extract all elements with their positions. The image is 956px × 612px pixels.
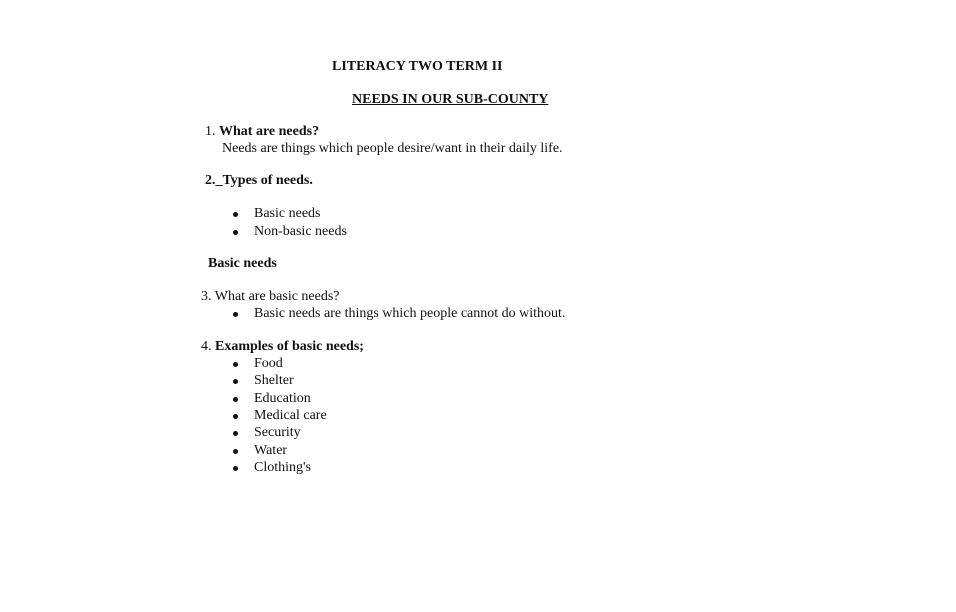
bullet-icon: [233, 379, 238, 384]
question-number: 1: [205, 124, 212, 139]
document-subtitle: NEEDS IN OUR SUB-COUNTY: [352, 92, 549, 107]
question-text: Types of needs.: [222, 173, 313, 188]
bullet-icon: [233, 397, 238, 402]
question-text: Examples of basic needs;: [215, 339, 364, 354]
list-item: Non-basic needs: [254, 224, 347, 239]
question-text: What are needs?: [219, 124, 320, 139]
bullet-icon: [233, 414, 238, 419]
list-item: Food: [254, 356, 283, 371]
list-item: Medical care: [254, 408, 327, 423]
list-item: Clothing's: [254, 460, 311, 475]
question-1: 1. What are needs?: [205, 124, 320, 139]
list-item: Basic needs: [254, 206, 321, 221]
question-number: 3.: [201, 289, 212, 304]
bullet-icon: [233, 230, 238, 235]
question-text: What are basic needs?: [214, 289, 340, 304]
bullet-icon: [233, 312, 238, 317]
section-heading: Basic needs: [208, 256, 277, 271]
question-2: [205, 173, 313, 189]
question-number: 4.: [201, 339, 212, 354]
list-item: Water: [254, 443, 288, 458]
list-item: Security: [254, 425, 301, 440]
question-3: [201, 289, 340, 305]
list-item: Education: [254, 391, 311, 406]
list-item: Basic needs are things which people cannot do without.: [254, 306, 566, 321]
bullet-icon: [233, 212, 238, 217]
answer-1: Needs are things which people desire/want in their daily life.: [222, 141, 563, 156]
question-4: [201, 339, 364, 355]
bullet-icon: [233, 449, 238, 454]
bullet-icon: [233, 431, 238, 436]
document-title: LITERACY TWO TERM II: [332, 59, 503, 74]
bullet-icon: [233, 466, 238, 471]
question-number: 2._: [205, 173, 223, 188]
list-item: Shelter: [254, 373, 294, 388]
bullet-icon: [233, 362, 238, 367]
